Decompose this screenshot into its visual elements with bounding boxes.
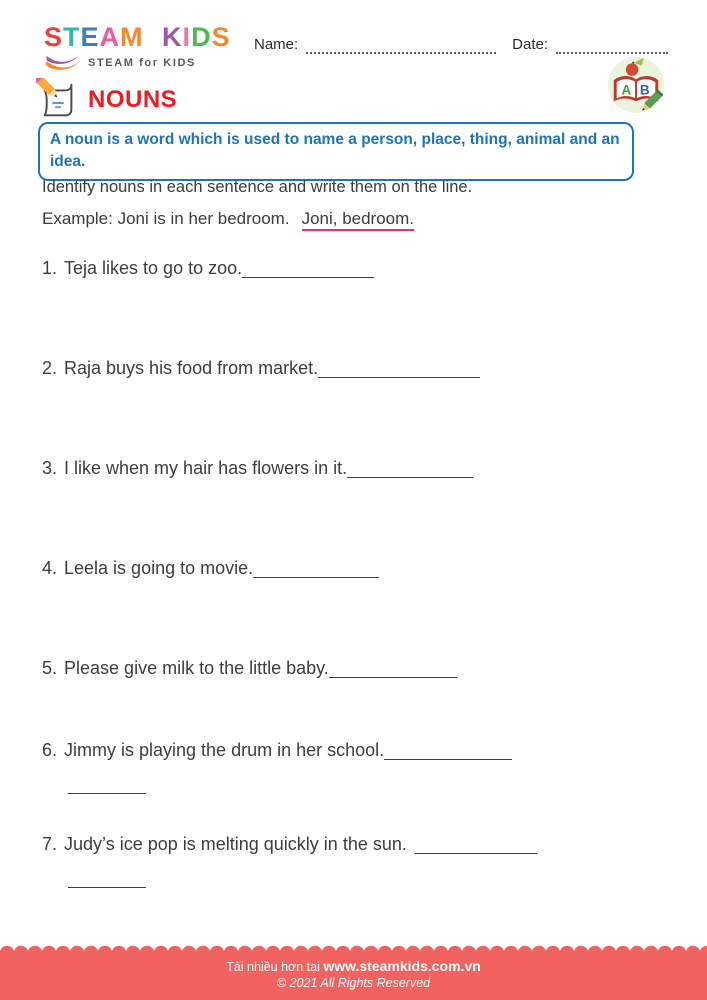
svg-text:A: A bbox=[621, 82, 632, 98]
answer-blank bbox=[253, 559, 379, 578]
svg-text:B: B bbox=[639, 82, 650, 98]
instructions: Identify nouns in each sentence and write them on the line. bbox=[42, 178, 473, 196]
question-number: 5. bbox=[42, 657, 58, 678]
question-list bbox=[42, 253, 671, 893]
answer-blank bbox=[415, 835, 537, 854]
logo-letter: E bbox=[80, 22, 100, 52]
question-item bbox=[42, 553, 671, 583]
example-prefix: Example: Joni is in her bedroom. bbox=[42, 208, 290, 228]
pencil-note-icon bbox=[36, 78, 80, 122]
footer-download-text: Tải nhiều hơn tại bbox=[226, 960, 320, 974]
question-item bbox=[42, 453, 671, 483]
example-answer: Joni, bedroom. bbox=[302, 209, 414, 231]
question-text: Raja buys his food from market. bbox=[64, 357, 319, 378]
question-item bbox=[42, 253, 671, 283]
answer-blank bbox=[242, 259, 374, 278]
definition-box bbox=[38, 122, 634, 181]
question-number: 2. bbox=[42, 357, 58, 378]
answer-blank bbox=[329, 659, 457, 678]
logo-subtitle-row bbox=[44, 53, 231, 73]
name-date-row bbox=[254, 36, 668, 54]
answer-blank-continued bbox=[68, 775, 146, 794]
question-text: Leela is going to movie. bbox=[64, 557, 254, 578]
logo-letter: T bbox=[63, 22, 81, 52]
question-number: 4. bbox=[42, 557, 58, 578]
question-text: Judy’s ice pop is melting quickly in the sun. bbox=[64, 833, 407, 854]
answer-blank bbox=[384, 741, 512, 760]
worksheet-body bbox=[42, 176, 671, 893]
logo-word-kids bbox=[162, 24, 231, 51]
question-text: Teja likes to go to zoo. bbox=[64, 257, 243, 278]
date-label: Date: bbox=[512, 36, 548, 53]
logo-wordmark bbox=[44, 24, 231, 51]
page-title: NOUNS bbox=[88, 86, 178, 113]
definition-text: A noun is a word which is used to name a person, place, thing, animal and an idea. bbox=[50, 131, 620, 170]
logo-letter: D bbox=[191, 22, 212, 52]
question-item bbox=[42, 735, 671, 799]
logo-subtitle: STEAM for KIDS bbox=[88, 57, 196, 69]
answer-blank bbox=[318, 359, 480, 378]
book-abc-icon bbox=[607, 56, 665, 114]
logo-letter: M bbox=[120, 22, 144, 52]
footer-copyright: © 2021 All Rights Reserved bbox=[276, 976, 431, 990]
logo-letter: K bbox=[162, 22, 183, 52]
question-item bbox=[42, 829, 671, 893]
date-line bbox=[556, 39, 668, 54]
logo-letter: S bbox=[44, 22, 64, 52]
answer-blank-continued bbox=[68, 869, 146, 888]
footer-url: www.steamkids.com.vn bbox=[323, 958, 481, 974]
steam-kids-logo bbox=[44, 24, 231, 73]
question-item bbox=[42, 353, 671, 383]
example-line bbox=[42, 209, 671, 229]
page-footer bbox=[0, 944, 707, 1000]
logo-letter: A bbox=[99, 22, 121, 52]
logo-letter: I bbox=[182, 22, 192, 52]
logo-word-steam bbox=[44, 24, 144, 51]
swoosh-icon bbox=[44, 53, 82, 73]
question-text: Please give milk to the little baby. bbox=[64, 657, 329, 678]
question-text: I like when my hair has flowers in it. bbox=[64, 457, 348, 478]
name-label: Name: bbox=[254, 36, 299, 53]
footer-download-line bbox=[0, 958, 707, 974]
footer-body bbox=[0, 953, 707, 1000]
title-row bbox=[36, 78, 177, 122]
question-number: 6. bbox=[42, 739, 58, 760]
answer-blank bbox=[347, 459, 473, 478]
name-line bbox=[306, 39, 496, 54]
question-item bbox=[42, 653, 671, 683]
scallop-border bbox=[0, 944, 707, 953]
question-text: Jimmy is playing the drum in her school. bbox=[64, 739, 385, 760]
question-number: 7. bbox=[42, 833, 58, 854]
question-number: 1. bbox=[42, 257, 58, 278]
question-number: 3. bbox=[42, 457, 58, 478]
logo-letter: S bbox=[211, 22, 231, 52]
